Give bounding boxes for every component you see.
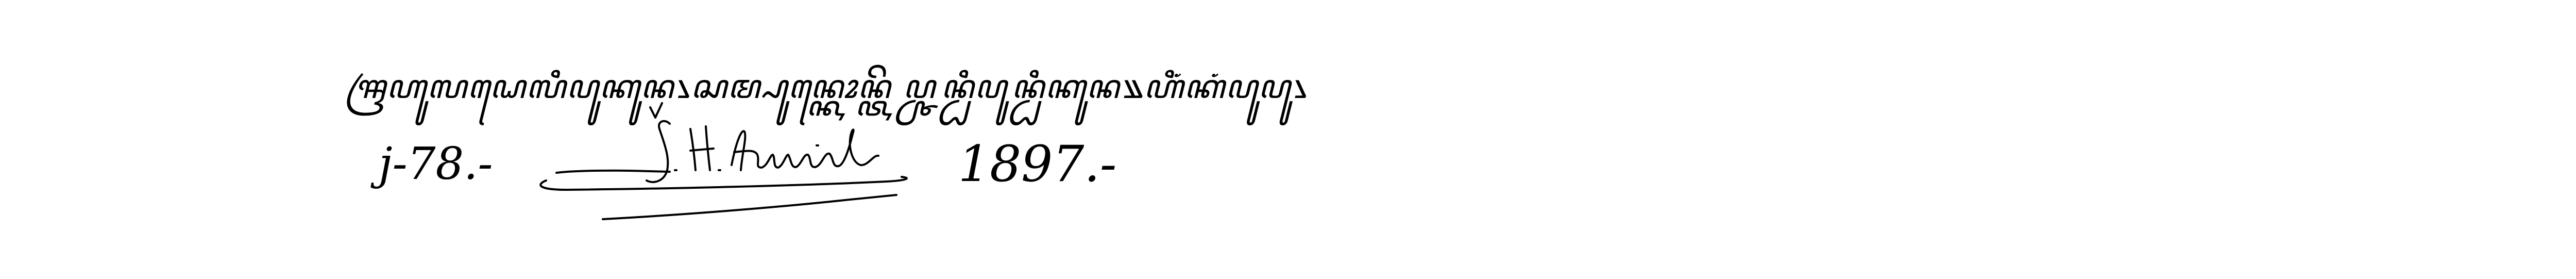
signature-letter-j bbox=[647, 121, 670, 182]
signature-lower-swash bbox=[603, 195, 896, 219]
signature-letter-h bbox=[690, 126, 714, 170]
javanese-script-line: ꦯꦿꦲꦸꦭꦝꦺꦭꦶꦥꦸꦏꦸꦤ꧈ꦱꦩ꧀ꦥꦸꦤ꧀ꦏꦺꦴꦤ꧀ꦠꦼꦥ꧀ꦕꦤ꧀ꦝꦶꦥꦸꦤ꧀ꦝꦶꦏꦸꦤ꧉ꦲꦶꦁꦏꦁꦥꦸꦥꦸ꧈ bbox=[345, 68, 1308, 106]
signature-flourish-lead bbox=[556, 171, 670, 173]
signature-underline bbox=[540, 177, 907, 190]
signature-tick-mark bbox=[650, 103, 662, 118]
year-text: 1897.- bbox=[958, 135, 1117, 193]
signature-surname bbox=[732, 129, 878, 170]
reference-number: j-78.- bbox=[379, 138, 493, 190]
